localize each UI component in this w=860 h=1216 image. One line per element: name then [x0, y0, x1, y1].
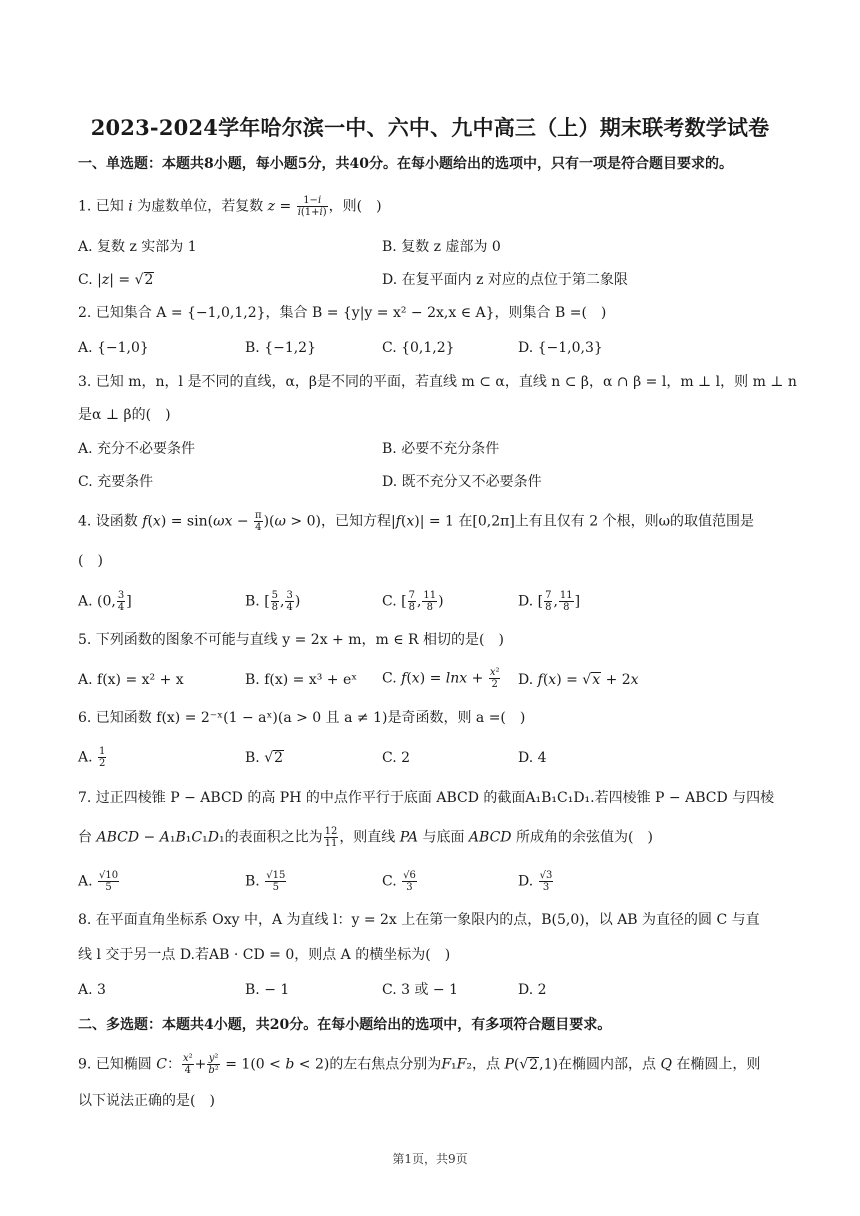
question-8-option-b: B. − 1	[245, 982, 290, 998]
question-2-option-a: A. {−1,0}	[78, 340, 149, 356]
question-5-option-d: D. f(x) = √x + 2x	[518, 672, 639, 688]
question-8-stem-line1: 8. 在平面直角坐标系 Oxy 中，A 为直线 l：y = 2x 上在第一象限内的点，B(5,0)，以 AB 为直径的圆 C 与直	[78, 912, 760, 928]
question-4-option-d: D. [ $\frac{7}{8}$ , $\frac{11}{8}$ ]	[518, 590, 581, 613]
question-7-stem-line1: 7. 过正四棱锥 P − ABCD 的高 PH 的中点作平行于底面 ABCD 的截面A₁B₁C₁D₁.若四棱锥 P − ABCD 与四棱	[78, 790, 775, 806]
question-5-option-b: B. f(x) = x³ + eˣ	[245, 672, 358, 688]
section-multi-choice-header: 二、多选题：本题共4小题，共20分。在每小题给出的选项中，有多项符合题目要求。	[78, 1017, 612, 1033]
question-3-stem-line1: 3. 已知 m，n，l 是不同的直线，α，β是不同的平面，若直线 m ⊂ α，直线 n ⊂ β，α ∩ β = l，m ⊥ l，则 m ⊥ n	[78, 374, 797, 390]
question-2-option-d: D. {−1,0,3}	[518, 340, 603, 356]
question-5-option-c: C. f(x) = lnx + $\frac{\text{x²}}{2}$	[382, 667, 500, 690]
question-9-stem-line1: 9. 已知椭圆 C： $\frac{\text{x²}}{4}$ + $\frac{\text{y²}}{\text{b²}}$ = 1(0 < b < 2)的左右焦点分别为F₁F₂，点 P(√2,1)在椭圆内部，点 Q 在椭圆上，则	[78, 1053, 761, 1076]
question-6-option-b: B. √2	[245, 750, 284, 766]
question-7-option-c: C. $\frac{√6}{3}$	[382, 870, 416, 893]
question-1-option-d: D. 在复平面内 z 对应的点位于第二象限	[382, 272, 628, 288]
question-1-option-a: A. 复数 z 实部为 1	[78, 239, 197, 255]
question-7-option-a: A. $\frac{√10}{5}$	[78, 870, 119, 893]
question-4-stem-line1: 4. 设函数 f(x) = sin(ωx − $\frac{\pi}{4}$ )(ω > 0)，已知方程|f(x)| = 1 在[0,2π]上有且仅有 2 个根，则ω的取值范围是	[78, 510, 755, 533]
question-7-stem-line2: 台 ABCD − A₁B₁C₁D₁的表面积之比为 $\frac{12}{11}$ ，则直线 PA 与底面 ABCD 所成角的余弦值为( )	[78, 826, 653, 849]
question-1-option-c: C. |z| = √2	[78, 272, 154, 288]
section-single-choice-header: 一、单选题：本题共8小题，每小题5分，共40分。在每小题给出的选项中，只有一项是符合题目要求的。	[78, 156, 733, 172]
question-8-option-a: A. 3	[78, 982, 106, 998]
question-3-option-d: D. 既不充分又不必要条件	[382, 474, 542, 490]
question-1-option-b: B. 复数 z 虚部为 0	[382, 239, 501, 255]
question-4-option-b: B. [ $\frac{5}{8}$ , $\frac{3}{4}$ )	[245, 590, 301, 613]
page-footer: 第1页，共9页	[392, 1152, 468, 1166]
question-8-stem-line2: 线 l 交于另一点 D.若AB · CD = 0，则点 A 的横坐标为( )	[78, 947, 451, 963]
question-3-stem-line2: 是α ⊥ β的( )	[78, 407, 171, 423]
question-6-option-a: A. $\frac{1}{2}$	[78, 746, 106, 769]
question-5-stem: 5. 下列函数的图象不可能与直线 y = 2x + m，m ∈ R 相切的是( )	[78, 632, 504, 648]
question-6-option-d: D. 4	[518, 750, 547, 766]
question-9-stem-line2: 以下说法正确的是( )	[78, 1093, 215, 1109]
question-4-option-c: C. [ $\frac{7}{8}$ , $\frac{11}{8}$ )	[382, 590, 444, 613]
exam-title: 2023-2024学年哈尔滨一中、六中、九中高三（上）期末联考数学试卷	[90, 115, 770, 140]
question-3-option-a: A. 充分不必要条件	[78, 441, 196, 457]
question-2-stem: 2. 已知集合 A = {−1,0,1,2}，集合 B = {y|y = x² − 2x,x ∈ A}，则集合 B =( )	[78, 305, 607, 321]
question-3-option-b: B. 必要不充分条件	[382, 441, 500, 457]
question-5-option-a: A. f(x) = x² + x	[78, 672, 184, 688]
question-3-option-c: C. 充要条件	[78, 474, 154, 490]
question-4-option-a: A. (0, $\frac{3}{4}$ ]	[78, 590, 132, 613]
question-1-stem: 1. 已知 i 为虚数单位，若复数 z = $\frac{1-i}{i(1+i)}$ ，则( )	[78, 195, 382, 218]
question-2-option-c: C. {0,1,2}	[382, 340, 455, 356]
question-2-option-b: B. {−1,2}	[245, 340, 316, 356]
question-8-option-d: D. 2	[518, 982, 547, 998]
question-8-option-c: C. 3 或 − 1	[382, 982, 459, 998]
question-6-option-c: C. 2	[382, 750, 411, 766]
question-7-option-d: D. $\frac{√3}{3}$	[518, 870, 553, 893]
question-7-option-b: B. $\frac{√15}{5}$	[245, 870, 286, 893]
question-6-stem: 6. 已知函数 f(x) = 2⁻ˣ(1 − aˣ)(a > 0 且 a ≠ 1)是奇函数，则 a =( )	[78, 710, 526, 726]
question-4-stem-line2: ( )	[78, 553, 103, 569]
